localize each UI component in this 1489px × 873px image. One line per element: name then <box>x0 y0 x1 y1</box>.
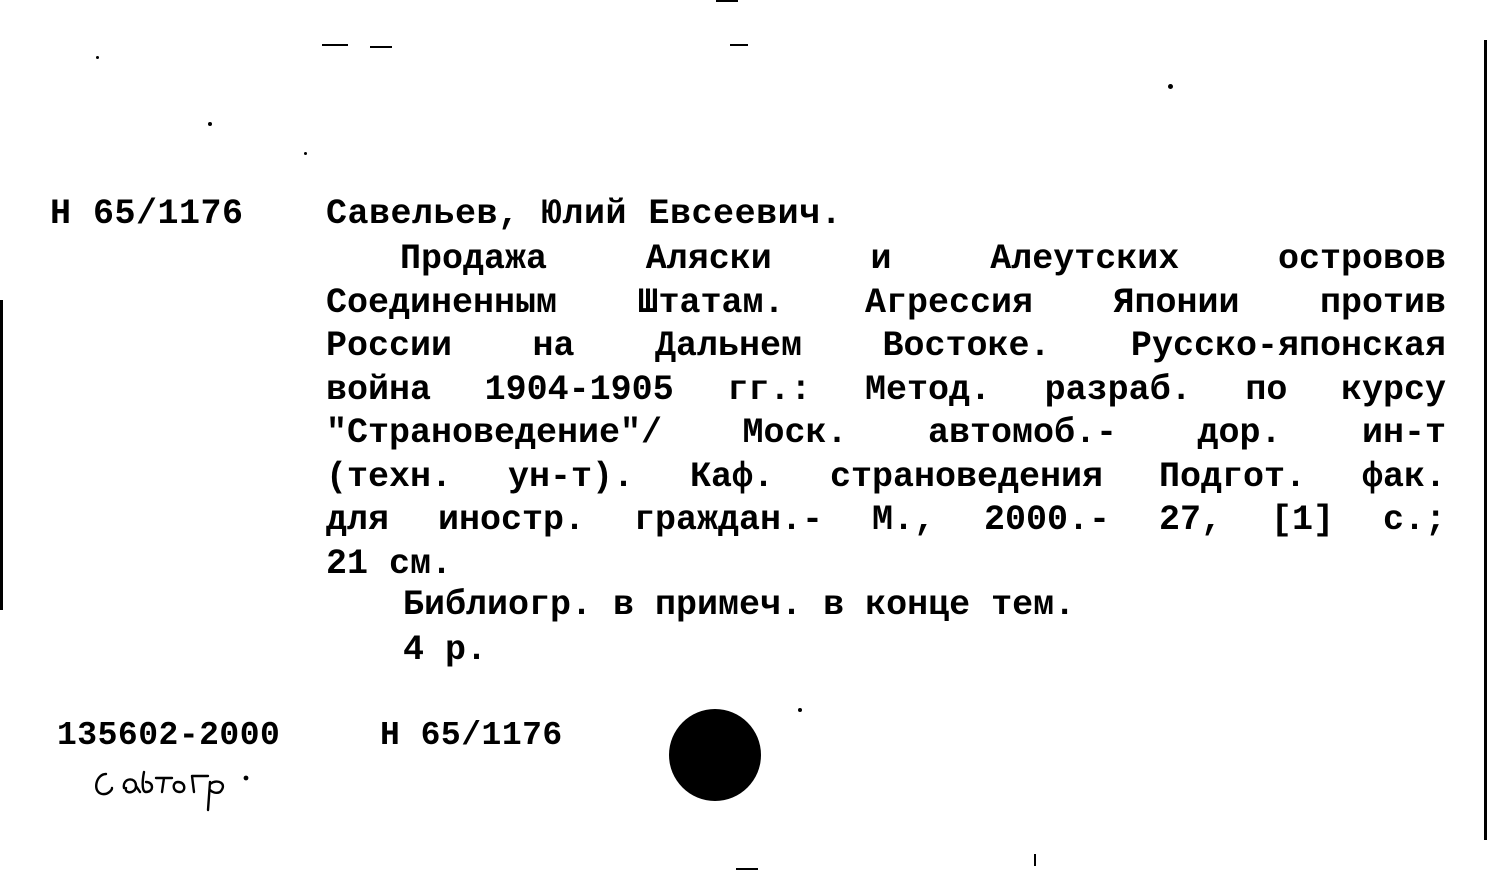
scan-mark-bottom <box>736 868 758 870</box>
author-heading: Савельев, Юлий Евсеевич. <box>326 194 843 234</box>
description-line: России на Дальнем Востоке. Русско-японская <box>326 326 1446 366</box>
scan-mark-top <box>716 0 738 2</box>
description-line: "Страноведение"/ Моск. автомоб.- дор. ин-т <box>326 413 1446 453</box>
scan-edge-left <box>0 300 3 610</box>
black-dot-stamp <box>669 709 761 801</box>
scan-edge-right <box>1484 40 1487 840</box>
description-line: война 1904-1905 гг.: Метод. разраб. по курсу <box>326 369 1446 410</box>
accession-number: 135602-2000 <box>57 717 281 754</box>
scan-dash <box>370 46 392 48</box>
bibliographic-description <box>326 238 1446 586</box>
scan-dash <box>730 44 748 46</box>
shelfmark: Н 65/1176 <box>50 194 244 234</box>
scan-speck <box>304 152 307 155</box>
description-line: Продажа Аляски и Алеутских островов <box>400 239 1446 279</box>
scan-speck <box>96 56 99 59</box>
scan-speck <box>208 122 212 126</box>
price: 4 р. <box>403 630 488 670</box>
description-line: 21 см. <box>326 543 453 584</box>
scan-tick <box>1034 854 1036 866</box>
description-line: для иностр. граждан.- М., 2000.- 27, [1] с.; <box>326 500 1446 540</box>
description-line: Соединенным Штатам. Агрессия Японии против <box>326 282 1446 323</box>
bibliography-note: Библиогр. в примеч. в конце тем. <box>403 585 1076 625</box>
scan-speck <box>798 708 802 712</box>
scan-speck <box>1168 84 1173 89</box>
scan-dash <box>322 44 348 46</box>
handwritten-note <box>88 752 258 812</box>
shelfmark-bottom: Н 65/1176 <box>380 717 563 754</box>
description-line: (техн. ун-т). Каф. страноведения Подгот. фак. <box>326 456 1446 497</box>
